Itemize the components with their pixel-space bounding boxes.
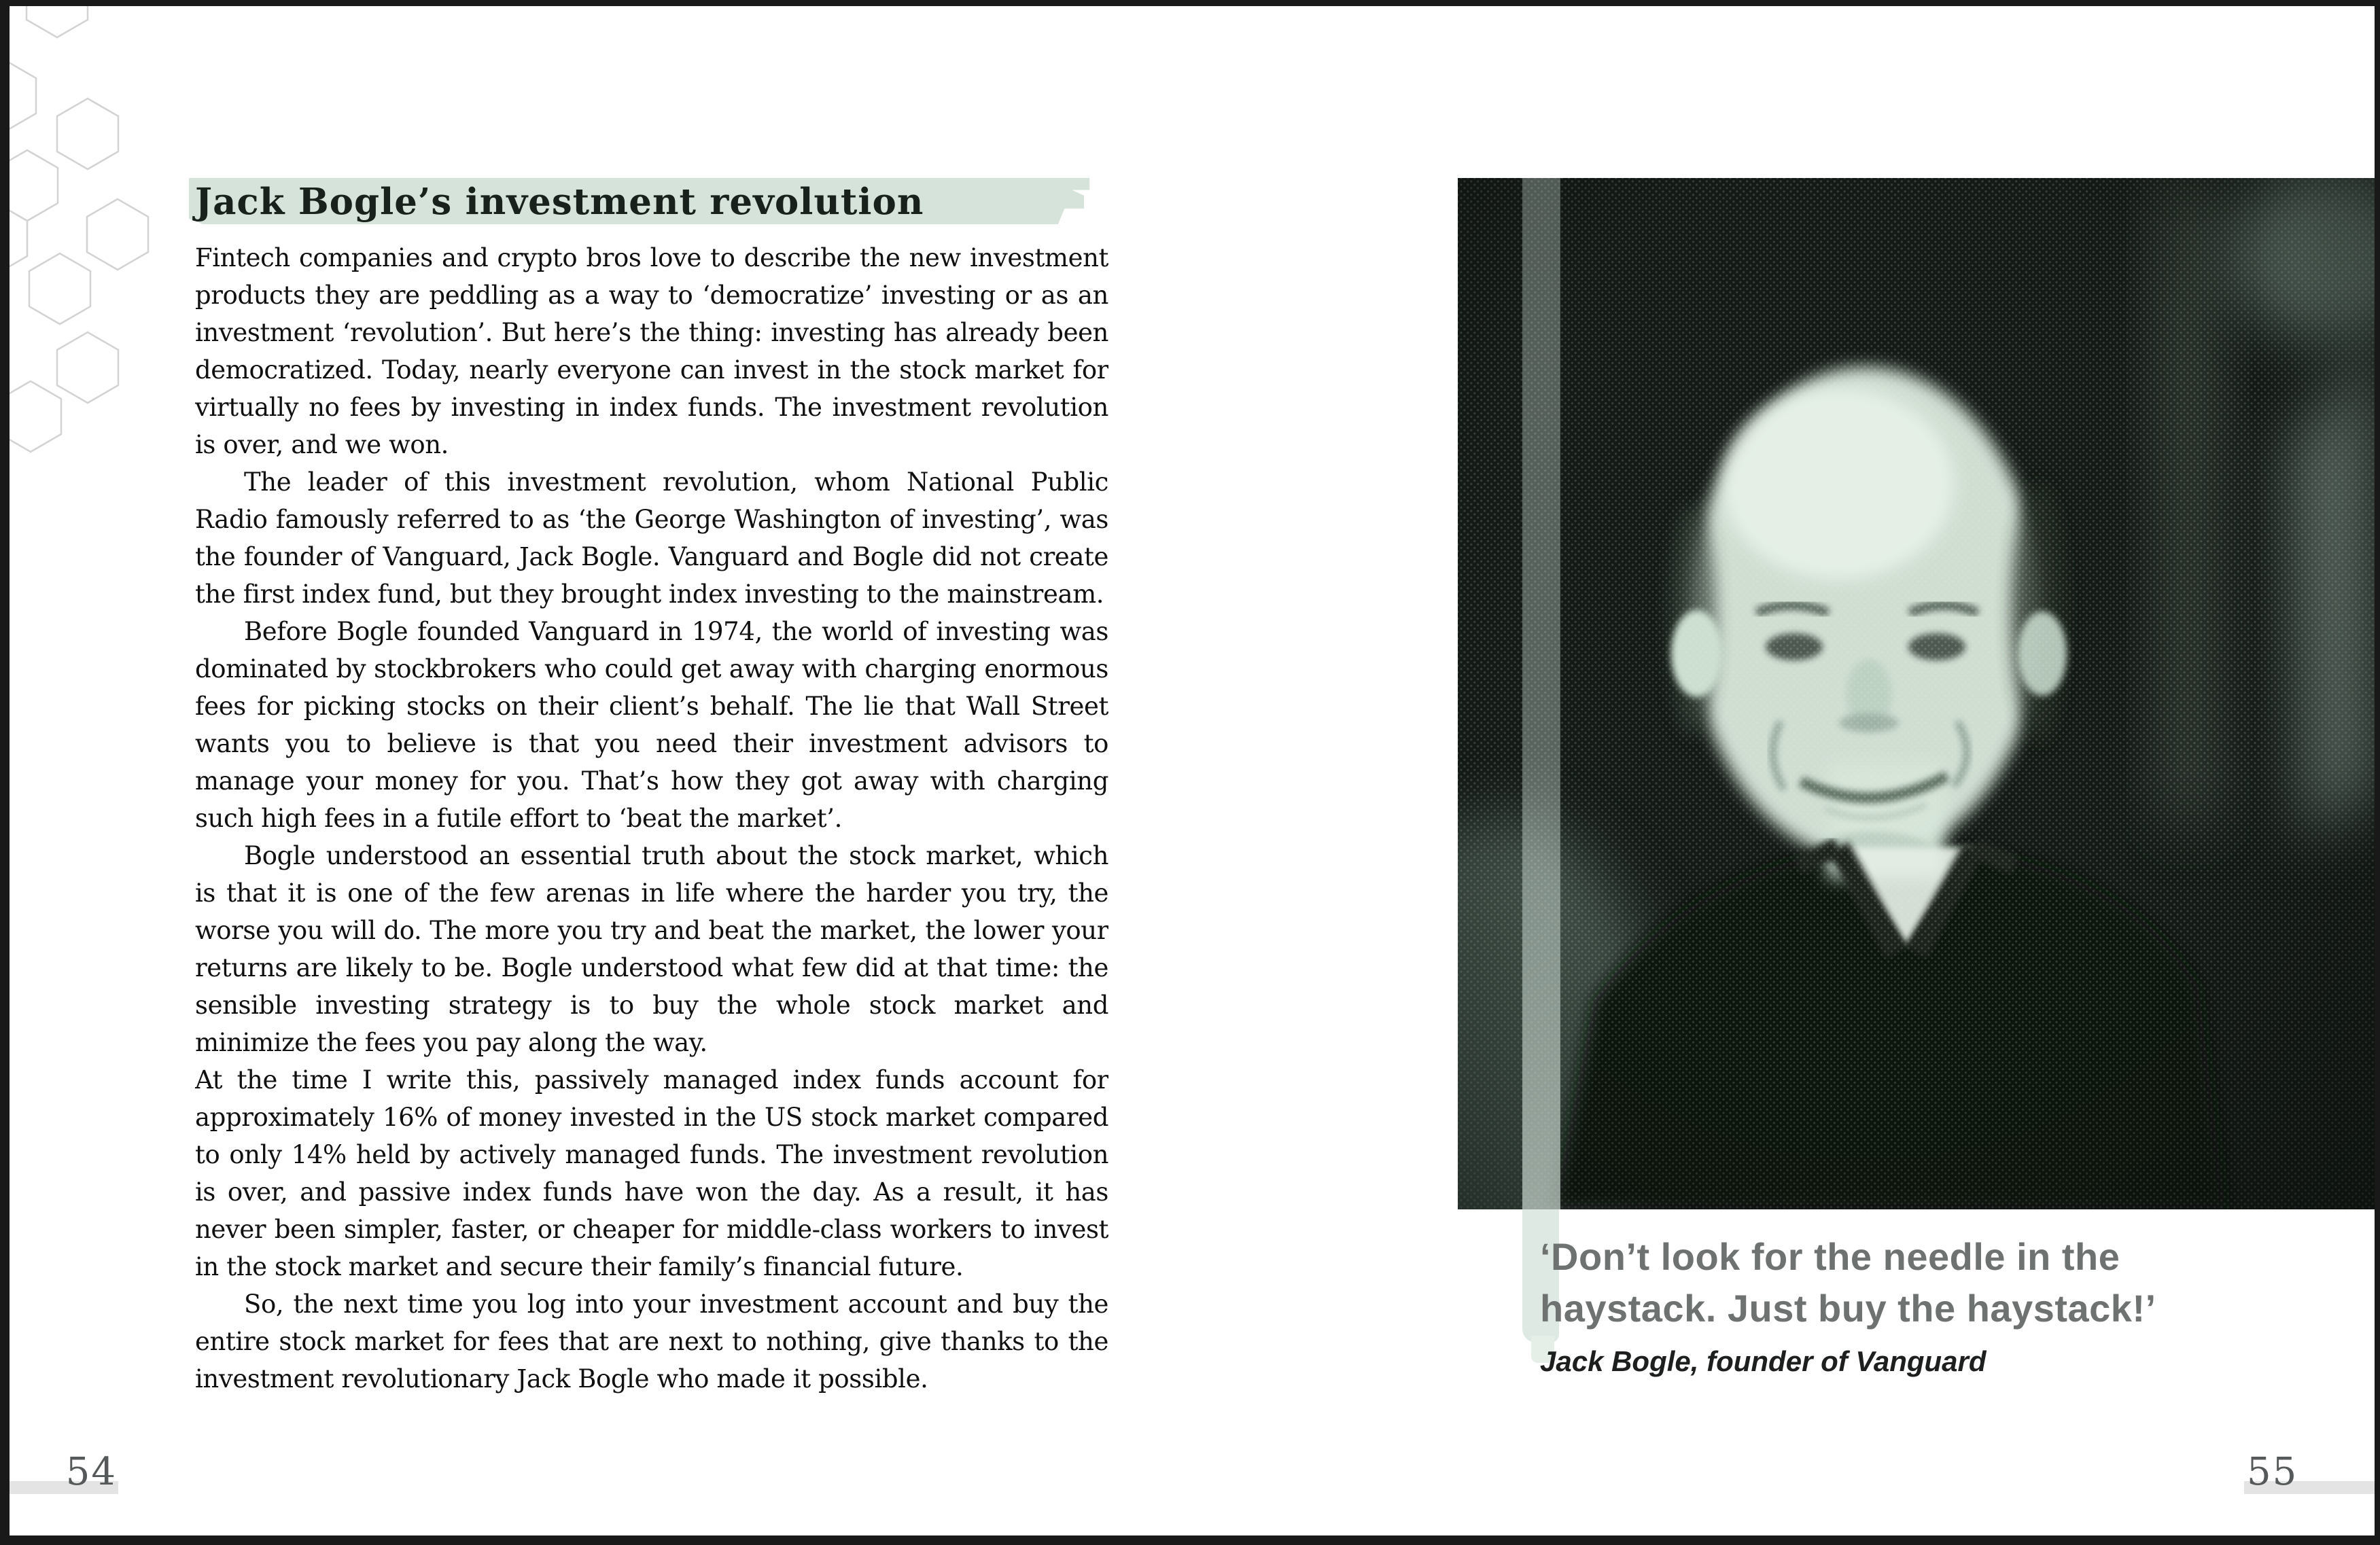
page-number-left: 54 <box>65 1450 117 1494</box>
scan-frame-right <box>2375 0 2380 1545</box>
paragraph: Bogle understood an essential truth about the stock market, which is that it is one of the few arenas in life where the harder you try, the worse you will do. The more you try and beat the market, the lower your returns are likely to be. Bogle understood what few did at that time: the sensible investing strategy is to buy the whole stock market and minimize the fees you pay along the way. <box>195 841 1108 1057</box>
green-stripe-overlay <box>1522 178 1560 1209</box>
quote-attribution: Jack Bogle, founder of Vanguard <box>1540 1345 1987 1377</box>
paragraph: The leader of this investment revolution, whom National Public Radio famously referred to as ‘the George Washington of investing’, was the founder of Vanguard, Jack Bogle. Vanguard and Bogle did not create the first index fund, but they brought index investing to the mainstream. <box>195 467 1108 609</box>
paragraph: Fintech companies and crypto bros love to describe the new investment products they are peddling as a way to ‘democratize’ investing or as an investment ‘revolution’. But here’s the thing: investing has already been democratized. Today, nearly everyone can invest in the stock market for virtually no fees by investing in index funds. The investment revolution is over, and we won. <box>195 243 1108 459</box>
page-title: Jack Bogle’s investment revolution <box>195 181 924 223</box>
halftone-portrait-art <box>1458 178 2375 1209</box>
paragraph: At the time I write this, passively managed index funds account for approximately 16% of money invested in the US stock market compared to only 14% held by actively managed funds. The investment revolution is over, and passive index funds have won the day. As a result, it has never been simpler, faster, or cheaper for middle-class workers to invest in the stock market and secure their family’s financial future. <box>195 1065 1108 1281</box>
scan-frame-top <box>0 0 2380 6</box>
scan-frame-left <box>0 0 10 1545</box>
paragraph: Before Bogle founded Vanguard in 1974, the world of investing was dominated by stockbrokers who could get away with charging enormous fees for picking stocks on their client’s behalf. The lie that Wall Street wants you to believe is that you need their investment advisors to manage your money for you. That’s how they got away with charging such high fees in a futile effort to ‘beat the market’. <box>195 617 1108 833</box>
jack-bogle-portrait <box>1458 178 2375 1209</box>
page-number-right: 55 <box>2247 1450 2298 1494</box>
scan-frame-bottom <box>0 1535 2380 1545</box>
paragraph: So, the next time you log into your investment account and buy the entire stock market for fees that are next to nothing, give thanks to the investment revolutionary Jack Bogle who made it possible. <box>195 1290 1108 1393</box>
hexagon-pattern-icon <box>10 6 193 468</box>
pull-quote: ‘Don’t look for the needle in the haystack. Just buy the haystack!’ <box>1540 1235 2156 1330</box>
body-text <box>195 239 1108 1489</box>
